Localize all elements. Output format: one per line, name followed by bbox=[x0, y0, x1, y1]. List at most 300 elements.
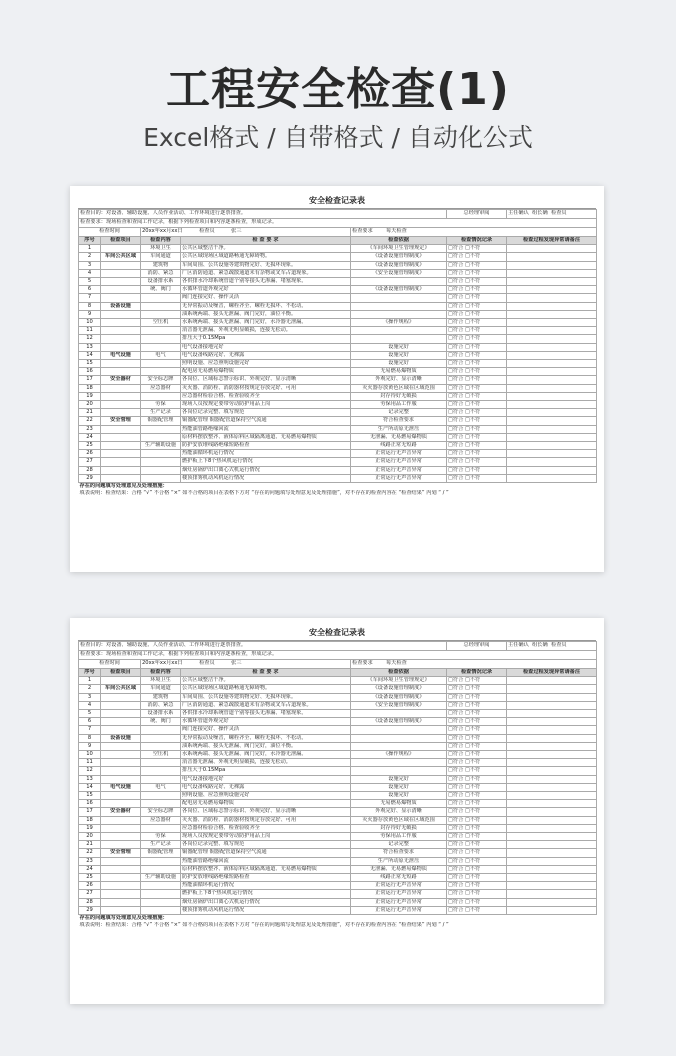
row-requirement: 各岗位、区域标志警示标识、外观完好、显示清晰 bbox=[181, 808, 351, 816]
column-header: 检查项目 bbox=[101, 237, 141, 245]
remark-cell[interactable] bbox=[507, 906, 597, 914]
remark-cell[interactable] bbox=[507, 343, 597, 351]
check-ok-option[interactable]: □符合 bbox=[448, 269, 464, 276]
check-options[interactable] bbox=[447, 269, 507, 277]
check-options[interactable] bbox=[447, 360, 507, 368]
check-bad-option[interactable]: □不符 bbox=[464, 767, 481, 774]
check-bad-option[interactable]: □不符 bbox=[464, 384, 481, 391]
remark-cell[interactable] bbox=[507, 425, 597, 433]
row-number: 17 bbox=[79, 376, 101, 384]
check-bad-option[interactable]: □不符 bbox=[464, 751, 481, 758]
check-ok-option[interactable]: □符合 bbox=[448, 425, 464, 432]
row-number: 5 bbox=[79, 710, 101, 718]
check-ok-option[interactable]: □符合 bbox=[448, 792, 464, 799]
check-ok-option[interactable]: □符合 bbox=[448, 857, 464, 864]
check-bad-option[interactable]: □不符 bbox=[464, 294, 481, 301]
check-ok-option[interactable]: □符合 bbox=[448, 751, 464, 758]
check-options[interactable] bbox=[447, 685, 507, 693]
row-basis: 设施完好 bbox=[351, 783, 447, 791]
check-ok-option[interactable]: □符合 bbox=[448, 677, 464, 684]
check-ok-option[interactable]: □符合 bbox=[448, 261, 464, 268]
remark-cell[interactable] bbox=[507, 751, 597, 759]
inspection-table bbox=[78, 641, 597, 930]
check-bad-option[interactable]: □不符 bbox=[464, 360, 481, 367]
check-bad-option[interactable]: □不符 bbox=[464, 800, 481, 807]
check-options[interactable] bbox=[447, 286, 507, 294]
row-content bbox=[141, 302, 181, 310]
check-ok-option[interactable]: □符合 bbox=[448, 327, 464, 334]
check-ok-option[interactable]: □符合 bbox=[448, 841, 464, 848]
row-basis: 无易燃易爆物质 bbox=[351, 368, 447, 376]
row-number: 2 bbox=[79, 685, 101, 693]
row-content: 车间通道 bbox=[141, 253, 181, 261]
check-bad-option[interactable]: □不符 bbox=[464, 474, 481, 481]
check-ok-option[interactable]: □符合 bbox=[448, 474, 464, 481]
table-row bbox=[79, 800, 597, 808]
remark-cell[interactable] bbox=[507, 351, 597, 359]
check-ok-option[interactable]: □符合 bbox=[448, 401, 464, 408]
row-number: 16 bbox=[79, 368, 101, 376]
purpose-text: 检查目的：对设备、辅助设施、人员作业活动、工作环境进行逐票排查。 bbox=[79, 642, 447, 651]
row-requirement: 公共区域现场区域道路畅通无障碍物。 bbox=[181, 253, 351, 261]
check-bad-option[interactable]: □不符 bbox=[464, 833, 481, 840]
check-ok-option[interactable]: □符合 bbox=[448, 360, 464, 367]
remark-cell[interactable] bbox=[507, 718, 597, 726]
table-row bbox=[79, 376, 597, 384]
row-requirement: 电气设备接地完好 bbox=[181, 775, 351, 783]
remark-cell[interactable] bbox=[507, 742, 597, 750]
check-bad-option[interactable]: □不符 bbox=[464, 425, 481, 432]
check-bad-option[interactable]: □不符 bbox=[464, 726, 481, 733]
remark-cell[interactable] bbox=[507, 882, 597, 890]
check-ok-option[interactable]: □符合 bbox=[448, 294, 464, 301]
check-options[interactable] bbox=[447, 701, 507, 709]
check-ok-option[interactable]: □符合 bbox=[448, 710, 464, 717]
column-header: 检查过程发现异常请备注 bbox=[507, 237, 597, 245]
check-bad-option[interactable]: □不符 bbox=[464, 401, 481, 408]
remark-cell[interactable] bbox=[507, 417, 597, 425]
check-bad-option[interactable]: □不符 bbox=[464, 278, 481, 285]
check-ok-option[interactable]: □符合 bbox=[448, 392, 464, 399]
row-basis: 《设备设施管理制度》 bbox=[351, 718, 447, 726]
check-bad-option[interactable]: □不符 bbox=[464, 392, 481, 399]
check-bad-option[interactable]: □不符 bbox=[464, 442, 481, 449]
remark-cell[interactable] bbox=[507, 392, 597, 400]
check-options[interactable] bbox=[447, 742, 507, 750]
check-ok-option[interactable]: □符合 bbox=[448, 458, 464, 465]
check-options[interactable] bbox=[447, 890, 507, 898]
check-bad-option[interactable]: □不符 bbox=[464, 906, 481, 913]
remark-cell[interactable] bbox=[507, 710, 597, 718]
check-ok-option[interactable]: □符合 bbox=[448, 767, 464, 774]
row-number: 3 bbox=[79, 693, 101, 701]
check-ok-option[interactable]: □符合 bbox=[448, 417, 464, 424]
check-bad-option[interactable]: □不符 bbox=[464, 376, 481, 383]
row-number: 11 bbox=[79, 327, 101, 335]
check-options[interactable] bbox=[447, 693, 507, 701]
remark-cell[interactable] bbox=[507, 302, 597, 310]
check-options[interactable] bbox=[447, 898, 507, 906]
check-ok-option[interactable]: □符合 bbox=[448, 319, 464, 326]
check-bad-option[interactable]: □不符 bbox=[464, 319, 481, 326]
remark-cell[interactable] bbox=[507, 409, 597, 417]
check-ok-option[interactable]: □符合 bbox=[448, 775, 464, 782]
remark-cell[interactable] bbox=[507, 401, 597, 409]
check-ok-option[interactable]: □符合 bbox=[448, 890, 464, 897]
check-options[interactable] bbox=[447, 865, 507, 873]
check-bad-option[interactable]: □不符 bbox=[464, 890, 481, 897]
check-bad-option[interactable]: □不符 bbox=[464, 466, 481, 473]
row-item bbox=[101, 857, 141, 865]
check-bad-option[interactable]: □不符 bbox=[464, 310, 481, 317]
check-ok-option[interactable]: □符合 bbox=[448, 874, 464, 881]
check-options[interactable] bbox=[447, 253, 507, 261]
check-options[interactable] bbox=[447, 261, 507, 269]
row-content: 统、阀门 bbox=[141, 286, 181, 294]
check-options[interactable] bbox=[447, 816, 507, 824]
remark-cell[interactable] bbox=[507, 890, 597, 898]
check-options[interactable] bbox=[447, 710, 507, 718]
check-options[interactable] bbox=[447, 466, 507, 474]
check-options[interactable] bbox=[447, 392, 507, 400]
row-number: 1 bbox=[79, 245, 101, 253]
check-bad-option[interactable]: □不符 bbox=[464, 327, 481, 334]
check-bad-option[interactable]: □不符 bbox=[464, 286, 481, 293]
remark-cell[interactable] bbox=[507, 775, 597, 783]
remark-cell[interactable] bbox=[507, 319, 597, 327]
check-bad-option[interactable]: □不符 bbox=[464, 351, 481, 358]
check-ok-option[interactable]: □符合 bbox=[448, 783, 464, 790]
check-options[interactable] bbox=[447, 343, 507, 351]
remark-cell[interactable] bbox=[507, 294, 597, 302]
row-number: 4 bbox=[79, 701, 101, 709]
check-bad-option[interactable]: □不符 bbox=[464, 841, 481, 848]
check-options[interactable] bbox=[447, 433, 507, 441]
row-item bbox=[101, 335, 141, 343]
check-options[interactable] bbox=[447, 841, 507, 849]
remark-cell[interactable] bbox=[507, 466, 597, 474]
check-bad-option[interactable]: □不符 bbox=[464, 433, 481, 440]
remark-cell[interactable] bbox=[507, 874, 597, 882]
check-options[interactable] bbox=[447, 335, 507, 343]
check-bad-option[interactable]: □不符 bbox=[464, 710, 481, 717]
remark-cell[interactable] bbox=[507, 368, 597, 376]
check-options[interactable] bbox=[447, 800, 507, 808]
remark-cell[interactable] bbox=[507, 726, 597, 734]
remark-cell[interactable] bbox=[507, 792, 597, 800]
check-ok-option[interactable]: □符合 bbox=[448, 310, 464, 317]
remark-cell[interactable] bbox=[507, 253, 597, 261]
remark-cell[interactable] bbox=[507, 783, 597, 791]
check-options[interactable] bbox=[447, 351, 507, 359]
check-ok-option[interactable]: □符合 bbox=[448, 409, 464, 416]
remark-cell[interactable] bbox=[507, 833, 597, 841]
row-item bbox=[101, 726, 141, 734]
check-ok-option[interactable]: □符合 bbox=[448, 759, 464, 766]
check-options[interactable] bbox=[447, 882, 507, 890]
check-ok-option[interactable]: □符合 bbox=[448, 701, 464, 708]
check-ok-option[interactable]: □符合 bbox=[448, 343, 464, 350]
remark-cell[interactable] bbox=[507, 450, 597, 458]
table-row bbox=[79, 726, 597, 734]
check-ok-option[interactable]: □符合 bbox=[448, 800, 464, 807]
check-options[interactable] bbox=[447, 425, 507, 433]
check-options[interactable] bbox=[447, 368, 507, 376]
check-ok-option[interactable]: □符合 bbox=[448, 824, 464, 831]
check-options[interactable] bbox=[447, 294, 507, 302]
check-bad-option[interactable]: □不符 bbox=[464, 865, 481, 872]
check-options[interactable] bbox=[447, 278, 507, 286]
sign-cells bbox=[507, 642, 597, 651]
check-bad-option[interactable]: □不符 bbox=[464, 335, 481, 342]
check-ok-option[interactable]: □符合 bbox=[448, 351, 464, 358]
remark-cell[interactable] bbox=[507, 808, 597, 816]
table-row bbox=[79, 302, 597, 310]
check-options[interactable] bbox=[447, 310, 507, 318]
check-bad-option[interactable]: □不符 bbox=[464, 245, 481, 252]
check-options[interactable] bbox=[447, 474, 507, 482]
check-options[interactable] bbox=[447, 906, 507, 914]
check-bad-option[interactable]: □不符 bbox=[464, 261, 481, 268]
check-bad-option[interactable]: □不符 bbox=[464, 783, 481, 790]
remark-cell[interactable] bbox=[507, 849, 597, 857]
check-bad-option[interactable]: □不符 bbox=[464, 450, 481, 457]
check-ok-option[interactable]: □符合 bbox=[448, 302, 464, 309]
check-options[interactable] bbox=[447, 319, 507, 327]
inspector-value: 张三 bbox=[231, 228, 242, 235]
table-row bbox=[79, 425, 597, 433]
check-ok-option[interactable]: □符合 bbox=[448, 849, 464, 856]
remark-cell[interactable] bbox=[507, 310, 597, 318]
remark-cell[interactable] bbox=[507, 360, 597, 368]
row-content: 环境卫生 bbox=[141, 245, 181, 253]
check-bad-option[interactable]: □不符 bbox=[464, 685, 481, 692]
check-ok-option[interactable]: □符合 bbox=[448, 833, 464, 840]
check-options[interactable] bbox=[447, 718, 507, 726]
remark-cell[interactable] bbox=[507, 865, 597, 873]
check-ok-option[interactable]: □符合 bbox=[448, 865, 464, 872]
check-bad-option[interactable]: □不符 bbox=[464, 824, 481, 831]
row-basis: 《车间环境卫生管理规定》 bbox=[351, 677, 447, 685]
row-basis: 正常运行无声音异常 bbox=[351, 890, 447, 898]
check-ok-option[interactable]: □符合 bbox=[448, 368, 464, 375]
check-options[interactable] bbox=[447, 677, 507, 685]
remark-cell[interactable] bbox=[507, 376, 597, 384]
check-bad-option[interactable]: □不符 bbox=[464, 693, 481, 700]
remark-cell[interactable] bbox=[507, 433, 597, 441]
check-options[interactable] bbox=[447, 327, 507, 335]
remark-cell[interactable] bbox=[507, 693, 597, 701]
table-row bbox=[79, 759, 597, 767]
remark-cell[interactable] bbox=[507, 816, 597, 824]
row-item bbox=[101, 882, 141, 890]
remark-cell[interactable] bbox=[507, 384, 597, 392]
check-ok-option[interactable]: □符合 bbox=[448, 253, 464, 260]
row-basis: 设施完好 bbox=[351, 343, 447, 351]
check-bad-option[interactable]: □不符 bbox=[464, 849, 481, 856]
check-ok-option[interactable]: □符合 bbox=[448, 278, 464, 285]
check-options[interactable] bbox=[447, 833, 507, 841]
check-bad-option[interactable]: □不符 bbox=[464, 417, 481, 424]
check-options[interactable] bbox=[447, 401, 507, 409]
check-ok-option[interactable]: □符合 bbox=[448, 906, 464, 913]
check-bad-option[interactable]: □不符 bbox=[464, 857, 481, 864]
check-options[interactable] bbox=[447, 302, 507, 310]
check-ok-option[interactable]: □符合 bbox=[448, 466, 464, 473]
check-options[interactable] bbox=[447, 376, 507, 384]
check-bad-option[interactable]: □不符 bbox=[464, 343, 481, 350]
remark-cell[interactable] bbox=[507, 269, 597, 277]
remark-cell[interactable] bbox=[507, 442, 597, 450]
check-options[interactable] bbox=[447, 849, 507, 857]
check-bad-option[interactable]: □不符 bbox=[464, 253, 481, 260]
table-row bbox=[79, 343, 597, 351]
row-number: 3 bbox=[79, 261, 101, 269]
check-options[interactable] bbox=[447, 751, 507, 759]
check-bad-option[interactable]: □不符 bbox=[464, 808, 481, 815]
remark-cell[interactable] bbox=[507, 841, 597, 849]
row-content bbox=[141, 792, 181, 800]
row-number: 15 bbox=[79, 360, 101, 368]
check-bad-option[interactable]: □不符 bbox=[464, 759, 481, 766]
remark-cell[interactable] bbox=[507, 245, 597, 253]
check-bad-option[interactable]: □不符 bbox=[464, 701, 481, 708]
check-options[interactable] bbox=[447, 734, 507, 742]
check-ok-option[interactable]: □符合 bbox=[448, 442, 464, 449]
sign-label: 检查员 bbox=[551, 642, 567, 649]
check-options[interactable] bbox=[447, 857, 507, 865]
check-bad-option[interactable]: □不符 bbox=[464, 734, 481, 741]
row-basis bbox=[351, 335, 447, 343]
check-bad-option[interactable]: □不符 bbox=[464, 775, 481, 782]
row-content bbox=[141, 898, 181, 906]
check-options[interactable] bbox=[447, 384, 507, 392]
table-row bbox=[79, 751, 597, 759]
check-ok-option[interactable]: □符合 bbox=[448, 245, 464, 252]
remark-cell[interactable] bbox=[507, 800, 597, 808]
check-ok-option[interactable]: □符合 bbox=[448, 693, 464, 700]
remark-cell[interactable] bbox=[507, 857, 597, 865]
row-requirement: 各岗位、区域标志警示标识、外观完好、显示清晰 bbox=[181, 376, 351, 384]
check-ok-option[interactable]: □符合 bbox=[448, 718, 464, 725]
row-number: 18 bbox=[79, 816, 101, 824]
check-ok-option[interactable]: □符合 bbox=[448, 882, 464, 889]
check-bad-option[interactable]: □不符 bbox=[464, 718, 481, 725]
time-value: 20xx年xx月xx日 bbox=[142, 660, 183, 667]
check-ok-option[interactable]: □符合 bbox=[448, 816, 464, 823]
remark-cell[interactable] bbox=[507, 278, 597, 286]
check-bad-option[interactable]: □不符 bbox=[464, 742, 481, 749]
remark-cell[interactable] bbox=[507, 734, 597, 742]
remark-cell[interactable] bbox=[507, 458, 597, 466]
check-options[interactable] bbox=[447, 792, 507, 800]
row-number: 13 bbox=[79, 343, 101, 351]
check-options[interactable] bbox=[447, 458, 507, 466]
check-ok-option[interactable]: □符合 bbox=[448, 384, 464, 391]
row-item bbox=[101, 833, 141, 841]
check-bad-option[interactable]: □不符 bbox=[464, 409, 481, 416]
check-ok-option[interactable]: □符合 bbox=[448, 286, 464, 293]
check-options[interactable] bbox=[447, 245, 507, 253]
check-ok-option[interactable]: □符合 bbox=[448, 335, 464, 342]
check-bad-option[interactable]: □不符 bbox=[464, 368, 481, 375]
row-content: 安全标志牌 bbox=[141, 376, 181, 384]
check-bad-option[interactable]: □不符 bbox=[464, 898, 481, 905]
remark-cell[interactable] bbox=[507, 685, 597, 693]
check-options[interactable] bbox=[447, 726, 507, 734]
check-options[interactable] bbox=[447, 759, 507, 767]
check-ok-option[interactable]: □符合 bbox=[448, 685, 464, 692]
remark-cell[interactable] bbox=[507, 286, 597, 294]
remark-cell[interactable] bbox=[507, 335, 597, 343]
check-options[interactable] bbox=[447, 409, 507, 417]
row-number: 19 bbox=[79, 392, 101, 400]
check-bad-option[interactable]: □不符 bbox=[464, 302, 481, 309]
table-row bbox=[79, 401, 597, 409]
check-options[interactable] bbox=[447, 808, 507, 816]
check-ok-option[interactable]: □符合 bbox=[448, 734, 464, 741]
remark-cell[interactable] bbox=[507, 701, 597, 709]
row-basis: 《安全设施管理制度》 bbox=[351, 701, 447, 709]
row-content: 建筑物 bbox=[141, 261, 181, 269]
check-ok-option[interactable]: □符合 bbox=[448, 726, 464, 733]
row-content bbox=[141, 906, 181, 914]
check-options[interactable] bbox=[447, 824, 507, 832]
check-options[interactable] bbox=[447, 874, 507, 882]
row-item: 电气设施 bbox=[101, 783, 141, 791]
remark-cell[interactable] bbox=[507, 261, 597, 269]
check-ok-option[interactable]: □符合 bbox=[448, 450, 464, 457]
check-ok-option[interactable]: □符合 bbox=[448, 808, 464, 815]
remark-cell[interactable] bbox=[507, 474, 597, 482]
row-basis: 线路正常无短路 bbox=[351, 874, 447, 882]
check-options[interactable] bbox=[447, 783, 507, 791]
row-content: 设备排水系 bbox=[141, 710, 181, 718]
check-ok-option[interactable]: □符合 bbox=[448, 376, 464, 383]
check-options[interactable] bbox=[447, 417, 507, 425]
check-bad-option[interactable]: □不符 bbox=[464, 816, 481, 823]
row-number: 24 bbox=[79, 433, 101, 441]
check-bad-option[interactable]: □不符 bbox=[464, 792, 481, 799]
check-ok-option[interactable]: □符合 bbox=[448, 433, 464, 440]
check-bad-option[interactable]: □不符 bbox=[464, 874, 481, 881]
row-content bbox=[141, 327, 181, 335]
remark-cell[interactable] bbox=[507, 327, 597, 335]
hero-subtitle: Excel格式 / 自带格式 / 自动化公式 bbox=[143, 123, 533, 152]
row-item bbox=[101, 278, 141, 286]
check-options[interactable] bbox=[447, 442, 507, 450]
row-requirement: 水系统两端、接头无泄漏、阀门完好，水冷器无泄漏。 bbox=[181, 319, 351, 327]
check-bad-option[interactable]: □不符 bbox=[464, 458, 481, 465]
remark-cell[interactable] bbox=[507, 824, 597, 832]
table-row bbox=[79, 433, 597, 441]
remark-cell[interactable] bbox=[507, 759, 597, 767]
check-bad-option[interactable]: □不符 bbox=[464, 882, 481, 889]
remark-cell[interactable] bbox=[507, 767, 597, 775]
check-options[interactable] bbox=[447, 450, 507, 458]
row-requirement: 无异常振动及噪音，螺栓齐全、螺栓无损坏、不松动。 bbox=[181, 302, 351, 310]
remark-cell[interactable] bbox=[507, 898, 597, 906]
check-bad-option[interactable]: □不符 bbox=[464, 677, 481, 684]
check-options[interactable] bbox=[447, 775, 507, 783]
row-content bbox=[141, 742, 181, 750]
check-options[interactable] bbox=[447, 767, 507, 775]
remark-cell[interactable] bbox=[507, 677, 597, 685]
check-ok-option[interactable]: □符合 bbox=[448, 742, 464, 749]
check-bad-option[interactable]: □不符 bbox=[464, 269, 481, 276]
row-requirement: 无异常振动及噪音，螺栓齐全、螺栓无损坏、不松动。 bbox=[181, 734, 351, 742]
check-ok-option[interactable]: □符合 bbox=[448, 898, 464, 905]
